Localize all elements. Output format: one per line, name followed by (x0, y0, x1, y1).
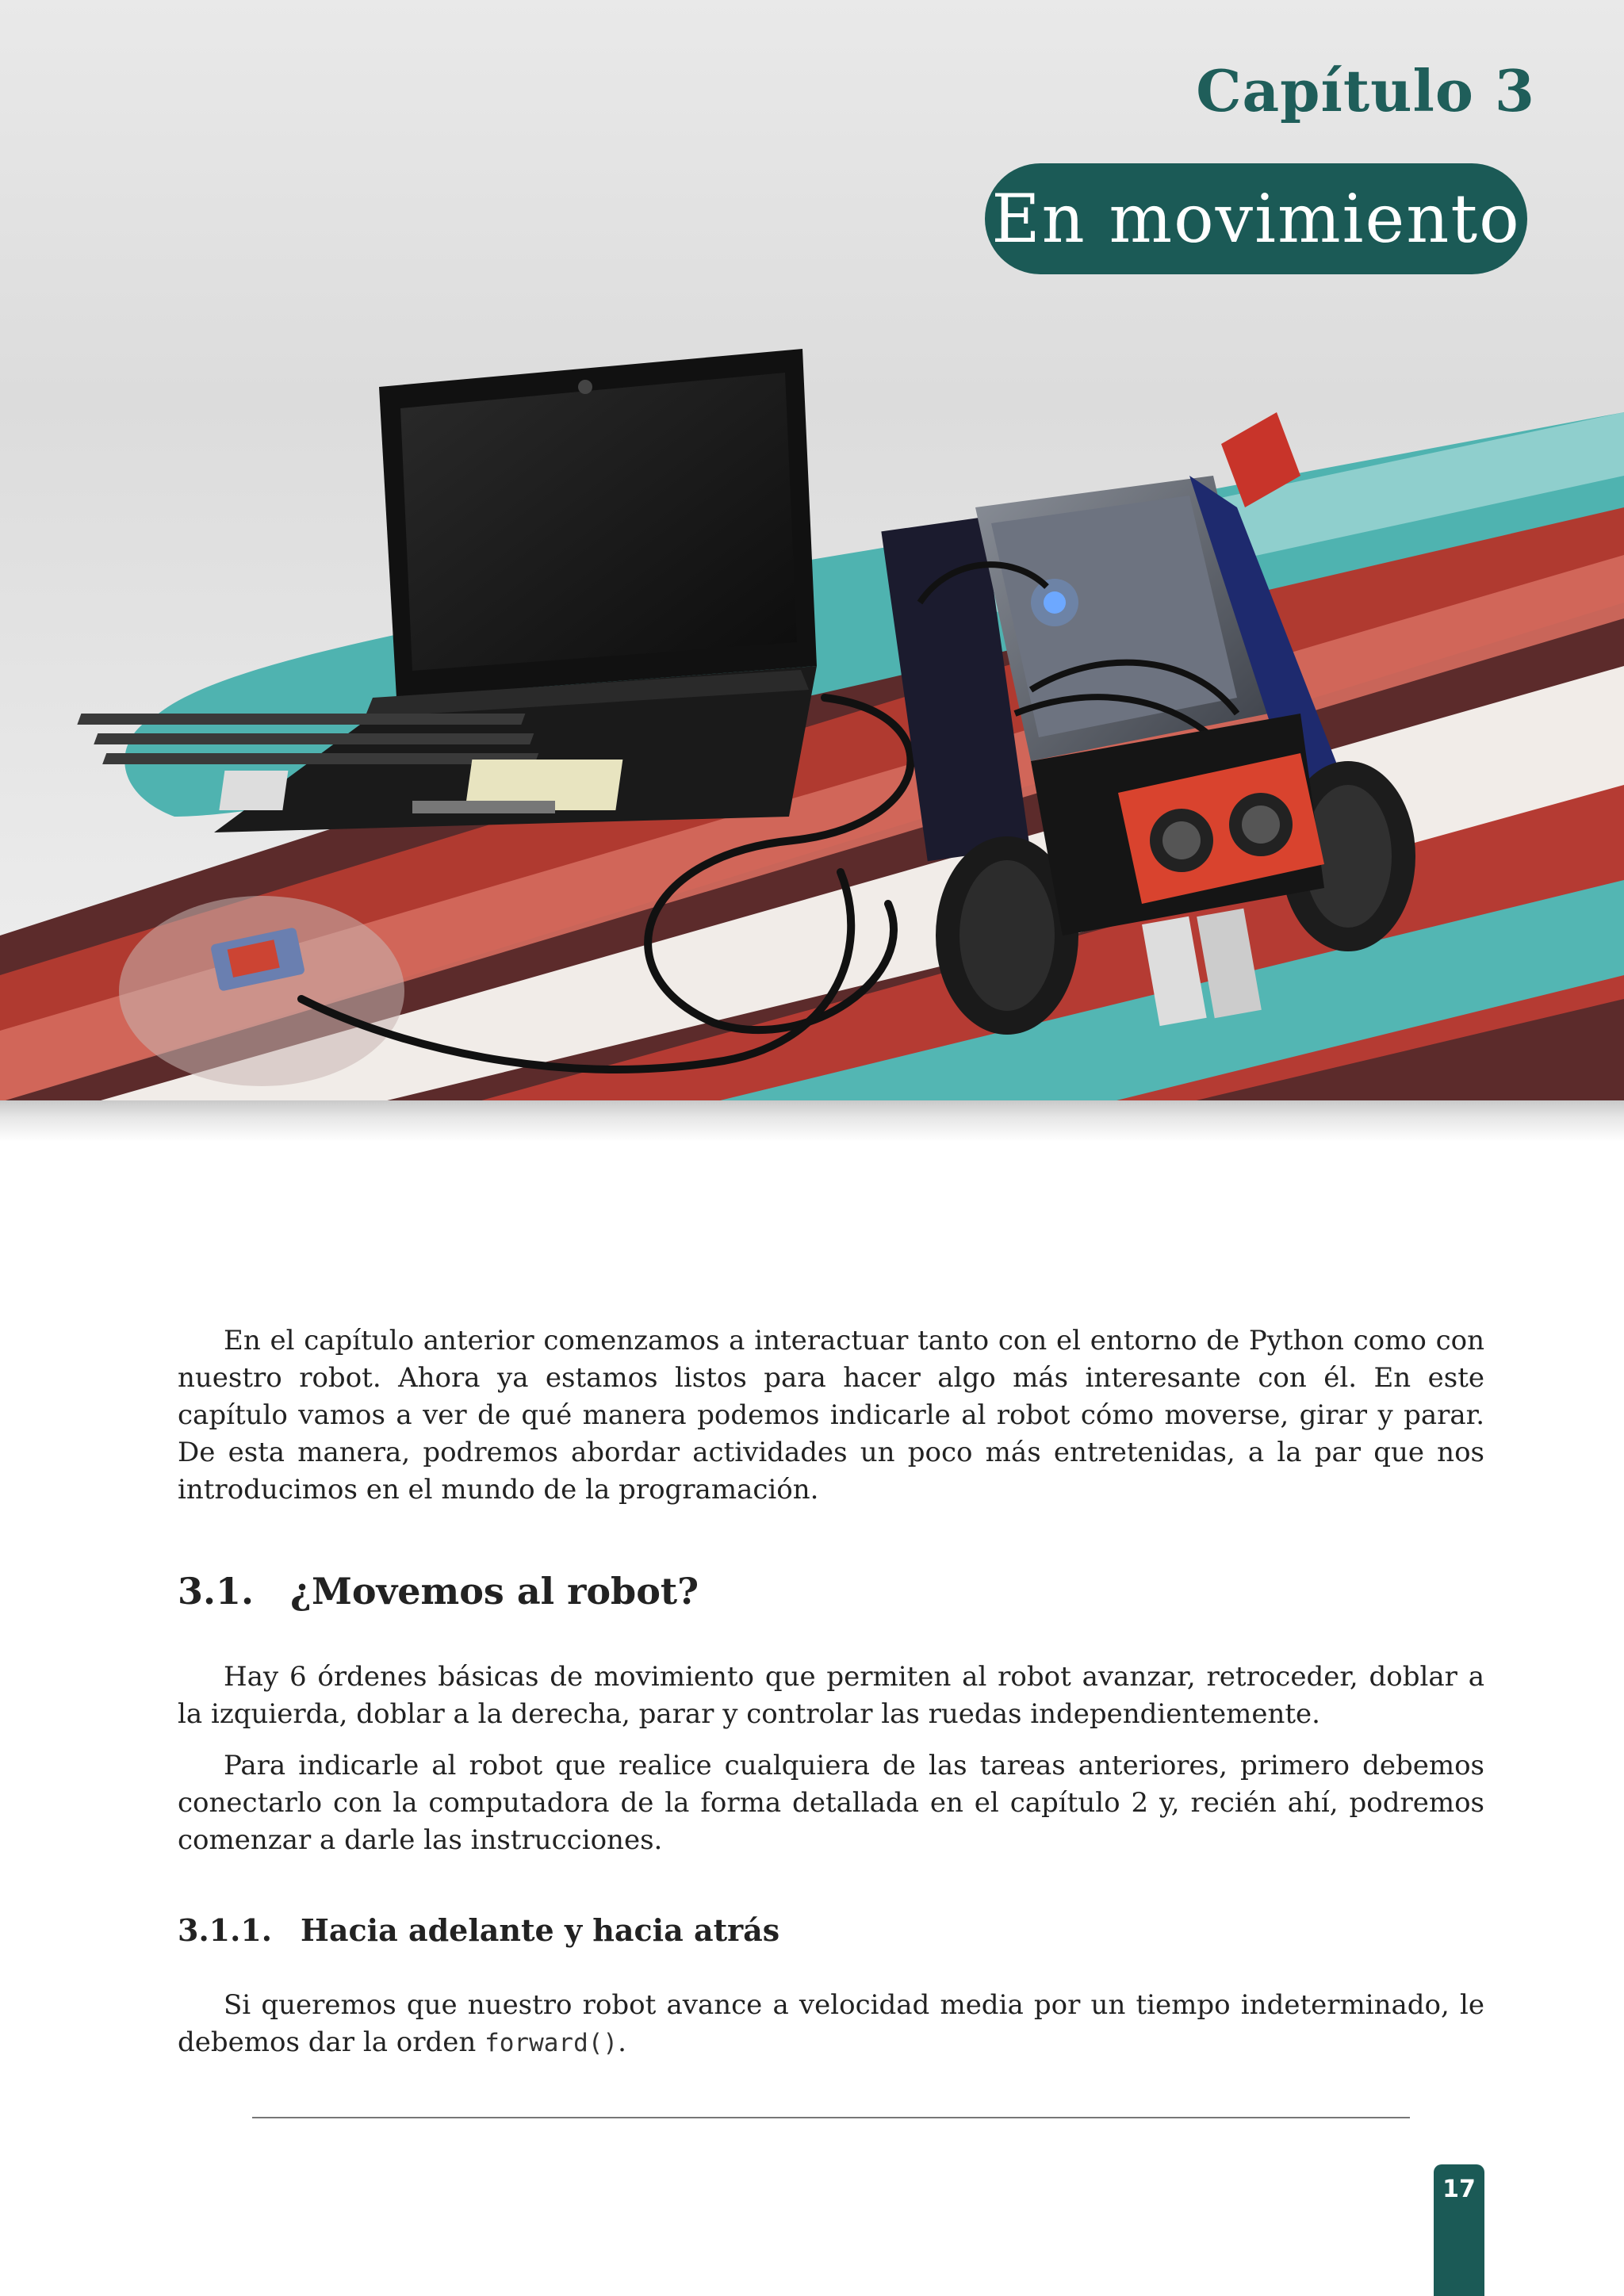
subsection-title: Hacia adelante y hacia atrás (301, 1912, 780, 1948)
inline-code-forward: forward() (485, 2029, 619, 2057)
page-number: 17 (1442, 2175, 1476, 2203)
section-paragraph-2: Para indicarle al robot que realice cualquiera de las tareas anteriores, primero debemos conectarlo con la computadora de la forma detallada en el capítulo 2 y, recién ahí, podremos comenzar a darle las instrucciones. (178, 1750, 1484, 1856)
intro-paragraph: En el capítulo anterior comenzamos a interactuar tanto con el entorno de Python como con nuestro robot. Ahora ya estamos listos para hacer algo más interesante con él. En este capítulo vamos a ver de qué manera podemos indicarle al robot cómo moverse, girar y parar. De esta manera, podremos abordar actividades un poco más entretenidas, a la par que nos introducimos en el mundo de la programación. (178, 1325, 1484, 1506)
subsection-number: 3.1.1. (178, 1912, 273, 1948)
section-heading (178, 1570, 699, 1613)
subsection-paragraph-text: Si queremos que nuestro robot avance a velocidad media por un tiempo indeterminado, le debemos dar la orden (178, 1989, 1484, 2058)
subsection-heading (178, 1912, 779, 1948)
subsection-paragraph-end: . (618, 2026, 626, 2058)
footer-rule (252, 2117, 1410, 2118)
section-title: ¿Movemos al robot? (290, 1570, 699, 1613)
chapter-title-pill (985, 163, 1527, 274)
page-number-tab (1434, 2164, 1484, 2296)
chapter-label: Capítulo 3 (1196, 57, 1535, 124)
subsection-paragraph (178, 1987, 1484, 2062)
section-number: 3.1. (178, 1570, 255, 1613)
laptop-image (77, 349, 817, 832)
section-paragraph-1: Hay 6 órdenes básicas de movimiento que permiten al robot avanzar, retroceder, doblar a la izquierda, doblar a la derecha, parar y controlar las ruedas independientemente. (178, 1661, 1484, 1730)
banner-shadow (0, 1100, 1624, 1142)
chapter-banner (0, 0, 1624, 1142)
chapter-title: En movimiento (991, 180, 1521, 258)
